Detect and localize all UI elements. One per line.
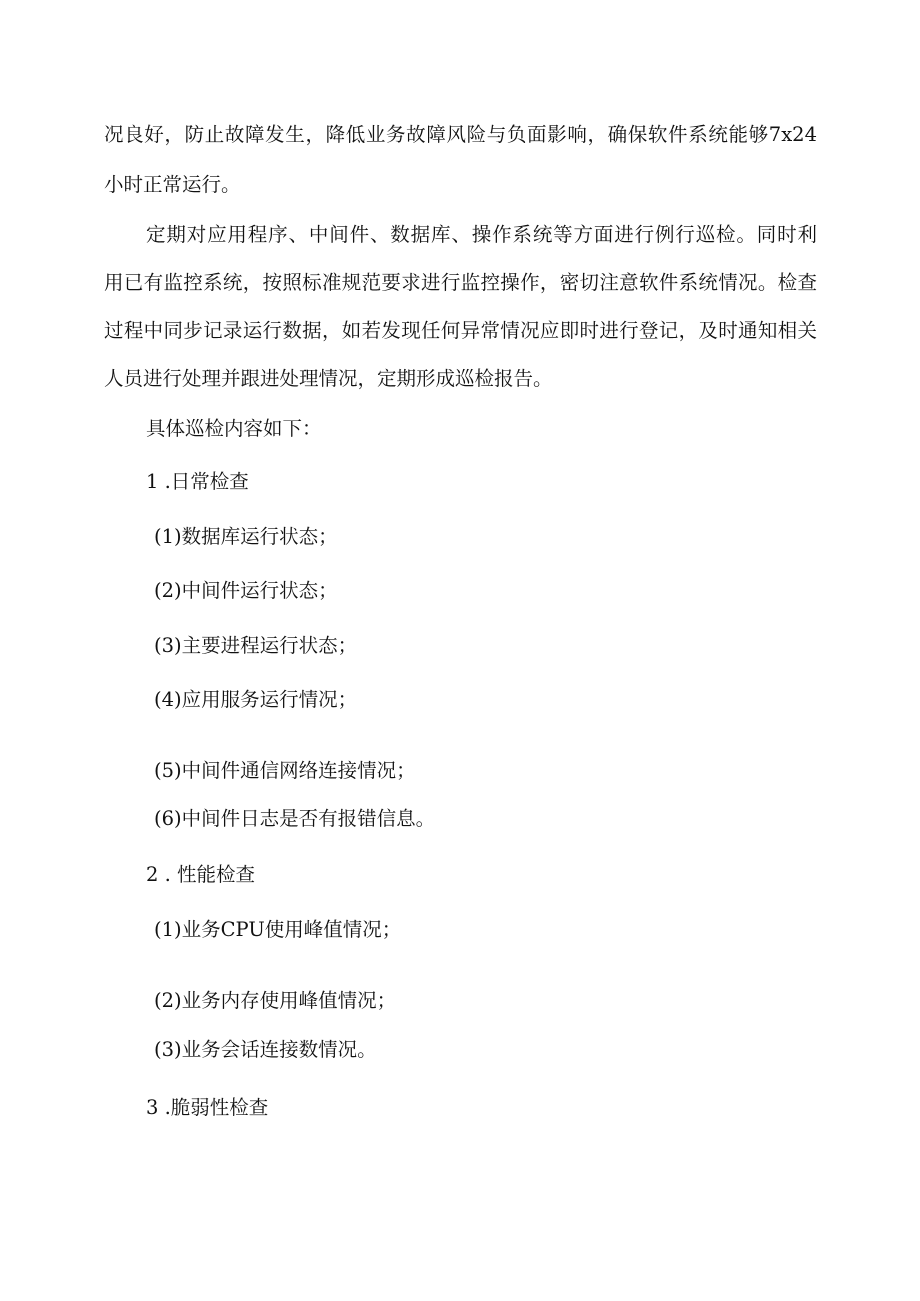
paragraph-2-line-3: 过程中同步记录运行数据，如若发现任何异常情况应即时进行登记，及时通知相关 — [104, 319, 817, 342]
daily-check-item-3: (3)主要进程运行状态； — [154, 634, 358, 657]
performance-check-item-2: (2)业务内存使用峰值情况； — [154, 989, 397, 1012]
daily-check-item-1: (1)数据库运行状态； — [154, 525, 338, 548]
daily-check-item-6: (6)中间件日志是否有报错信息。 — [154, 807, 436, 830]
performance-check-item-3: (3)业务会话连接数情况。 — [154, 1038, 377, 1061]
daily-check-item-5: (5)中间件通信网络连接情况； — [154, 759, 416, 782]
daily-check-item-2: (2)中间件运行状态； — [154, 579, 338, 602]
section-heading-vulnerability-check: 3 .脆弱性检查 — [146, 1096, 269, 1119]
paragraph-2-line-4: 人员进行处理并跟进处理情况，定期形成巡检报告。 — [104, 367, 553, 390]
section-heading-performance-check: 2 . 性能检查 — [146, 863, 256, 886]
paragraph-2-line-2: 用已有监控系统，按照标准规范要求进行监控操作，密切注意软件系统情况。检查 — [104, 271, 817, 294]
paragraph-2-line-1: 定期对应用程序、中间件、数据库、操作系统等方面进行例行巡检。同时利 — [146, 223, 817, 246]
performance-check-item-1: (1)业务CPU使用峰值情况； — [154, 918, 402, 941]
paragraph-1-line-1: 况良好，防止故障发生，降低业务故障风险与负面影响，确保软件系统能够7x24 — [104, 123, 817, 146]
paragraph-1-line-2: 小时正常运行。 — [104, 173, 241, 196]
section-heading-daily-check: 1 .日常检查 — [146, 470, 249, 493]
intro-text: 具体巡检内容如下： — [146, 417, 322, 440]
daily-check-item-4: (4)应用服务运行情况； — [154, 688, 358, 711]
